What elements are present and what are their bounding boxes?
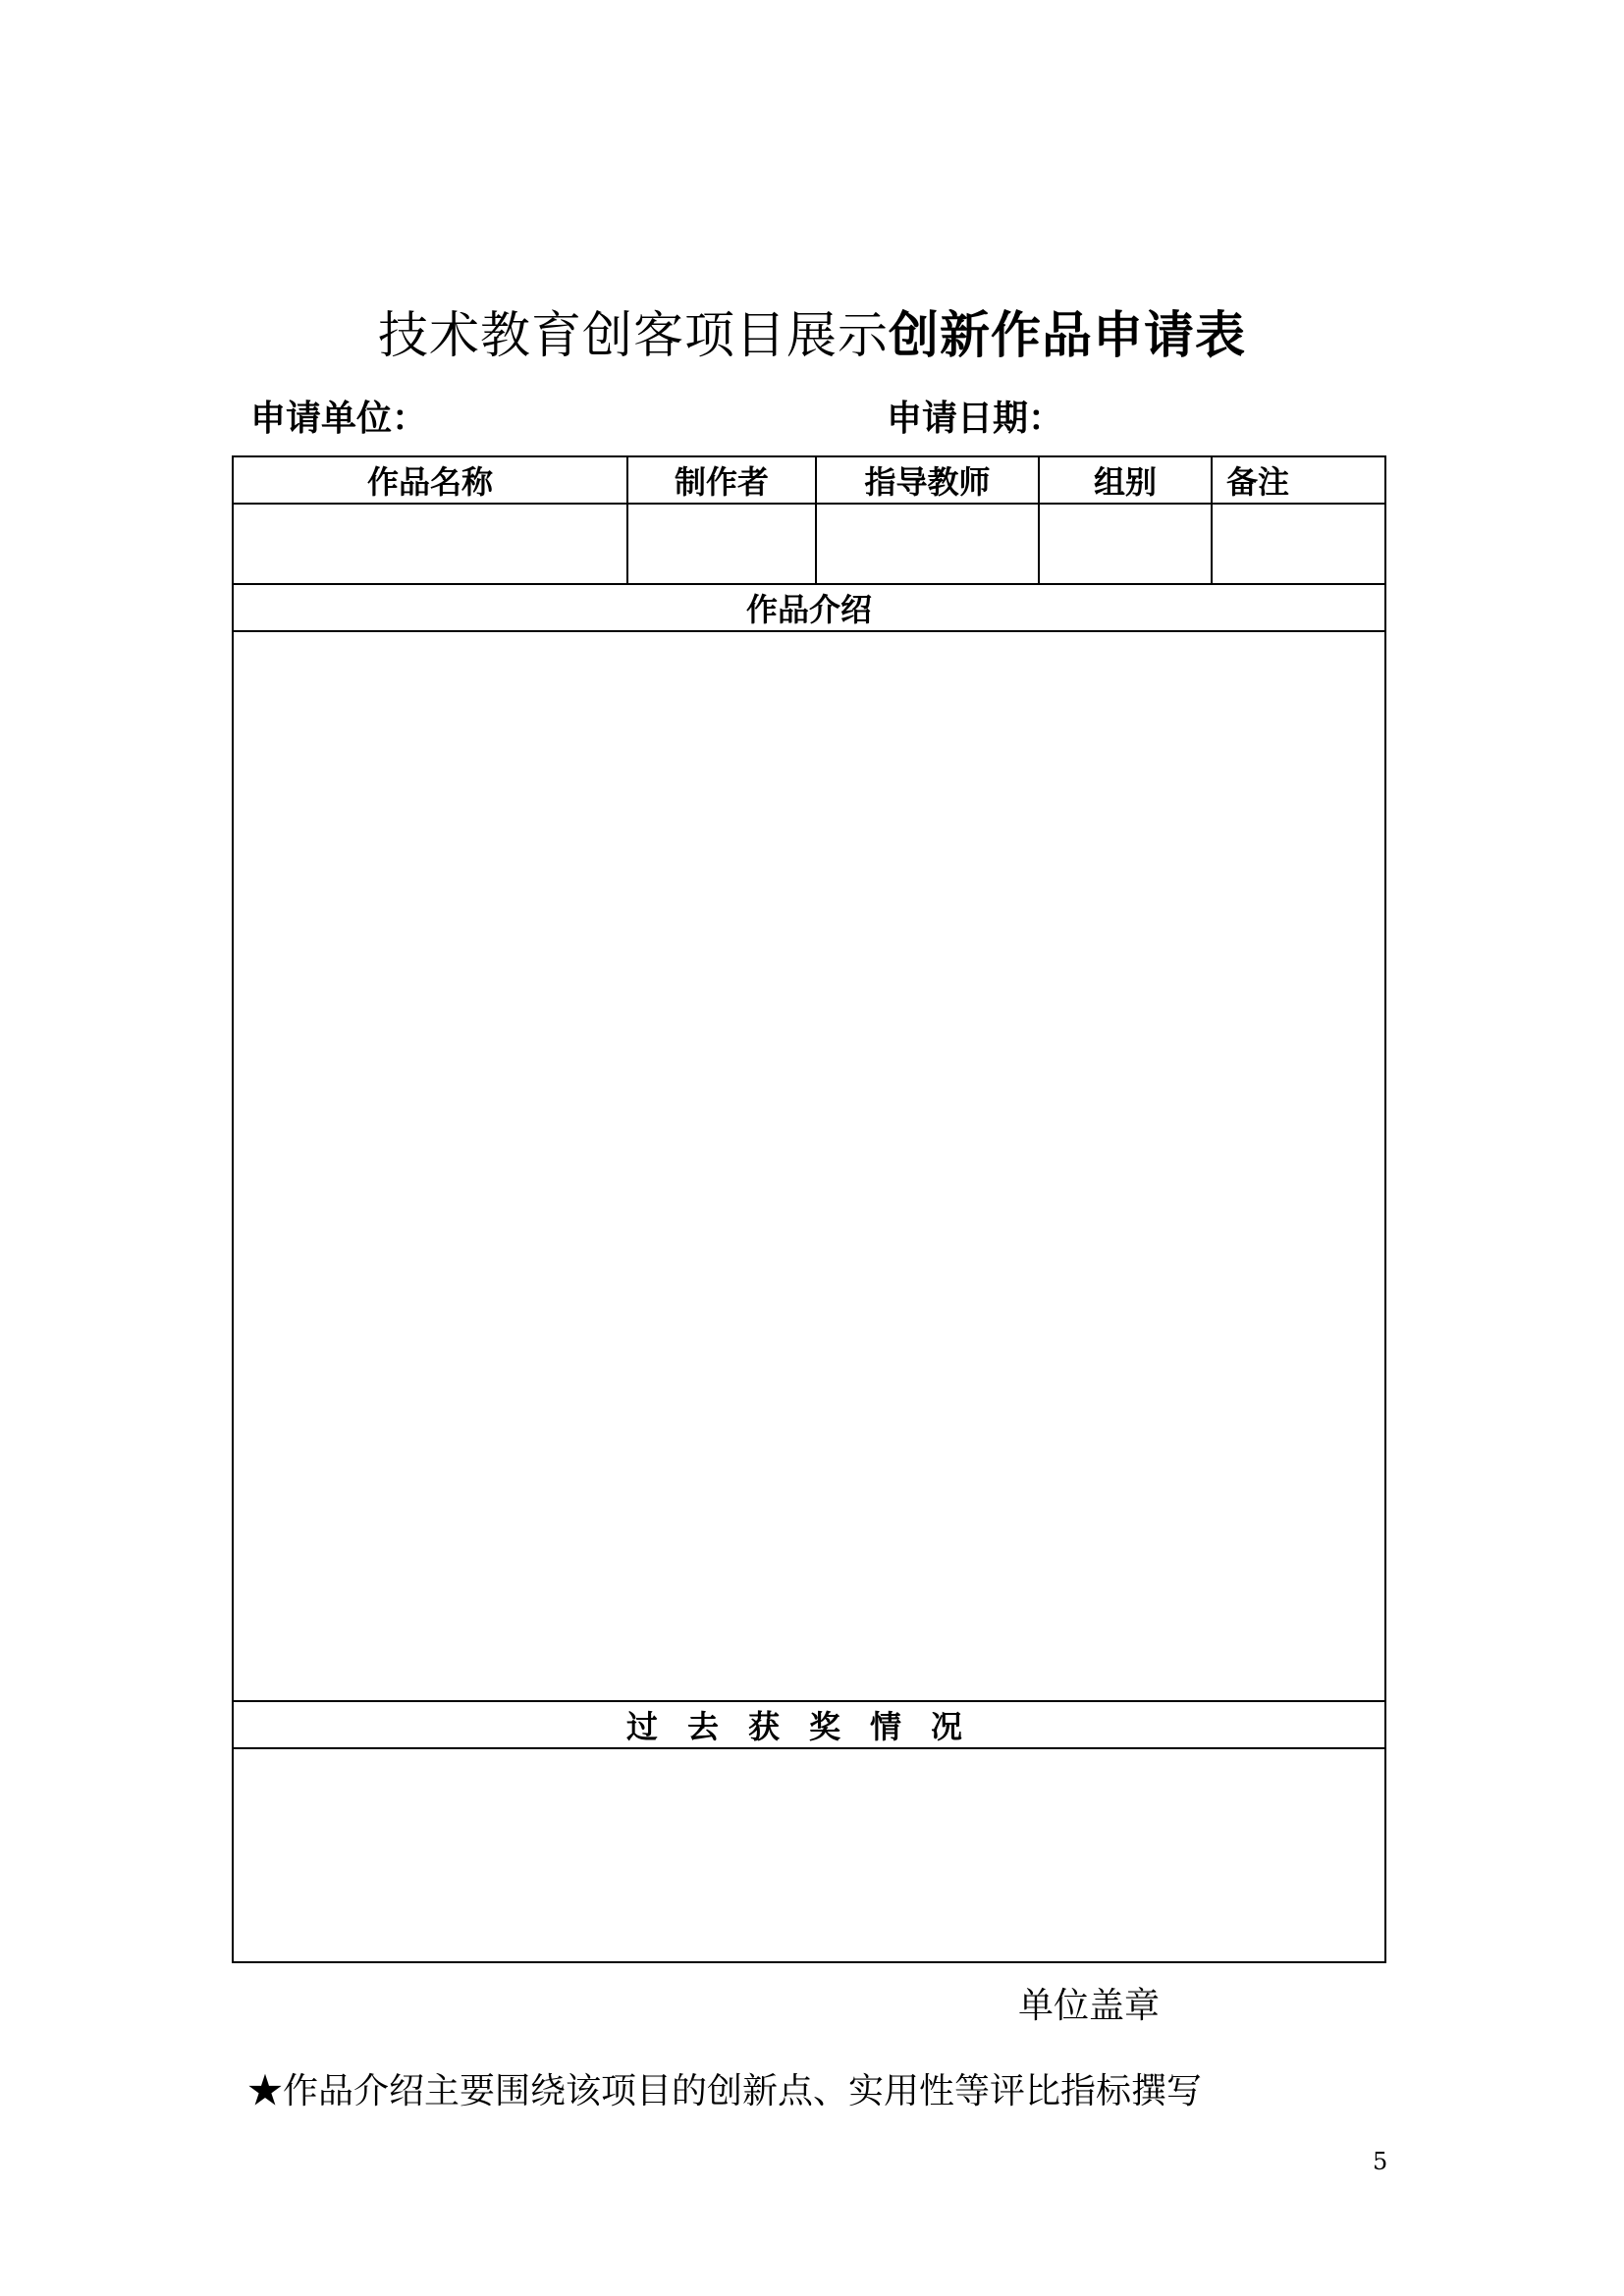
- applicant-unit-label: 申请单位：: [250, 398, 428, 439]
- remarks-cell[interactable]: [1212, 504, 1385, 584]
- header-row: [233, 456, 1385, 504]
- header-advisor: 指导教师: [816, 456, 1039, 504]
- application-table: [232, 455, 1386, 1963]
- advisor-cell[interactable]: [816, 504, 1039, 584]
- creator-cell[interactable]: [627, 504, 816, 584]
- intro-header: 作品介绍: [233, 584, 1385, 631]
- work-name-cell[interactable]: [233, 504, 627, 584]
- awards-body-row: [233, 1748, 1385, 1962]
- entry-row: [233, 504, 1385, 584]
- group-cell[interactable]: [1039, 504, 1212, 584]
- intro-text-area[interactable]: [233, 631, 1385, 1701]
- header-creator: 制作者: [627, 456, 816, 504]
- awards-text-area[interactable]: [233, 1748, 1385, 1962]
- page-number: 5: [1373, 2148, 1388, 2175]
- awards-header-row: [233, 1701, 1385, 1748]
- application-date-label: 申请日期：: [887, 398, 1064, 439]
- header-remarks: 备注: [1212, 456, 1385, 504]
- header-work-name: 作品名称: [233, 456, 627, 504]
- title-part-1: 技术教育创客项目展示: [377, 307, 889, 365]
- header-group: 组别: [1039, 456, 1212, 504]
- intro-body-row: [233, 631, 1385, 1701]
- awards-header: 过去获奖情况: [233, 1701, 1385, 1748]
- unit-stamp-label: 单位盖章: [1018, 1986, 1161, 2026]
- intro-header-row: [233, 584, 1385, 631]
- instruction-note: ★作品介绍主要围绕该项目的创新点、实用性等评比指标撰写: [247, 2071, 1203, 2111]
- title-part-2: 创新作品申请表: [889, 306, 1247, 365]
- form-title: [0, 294, 1624, 367]
